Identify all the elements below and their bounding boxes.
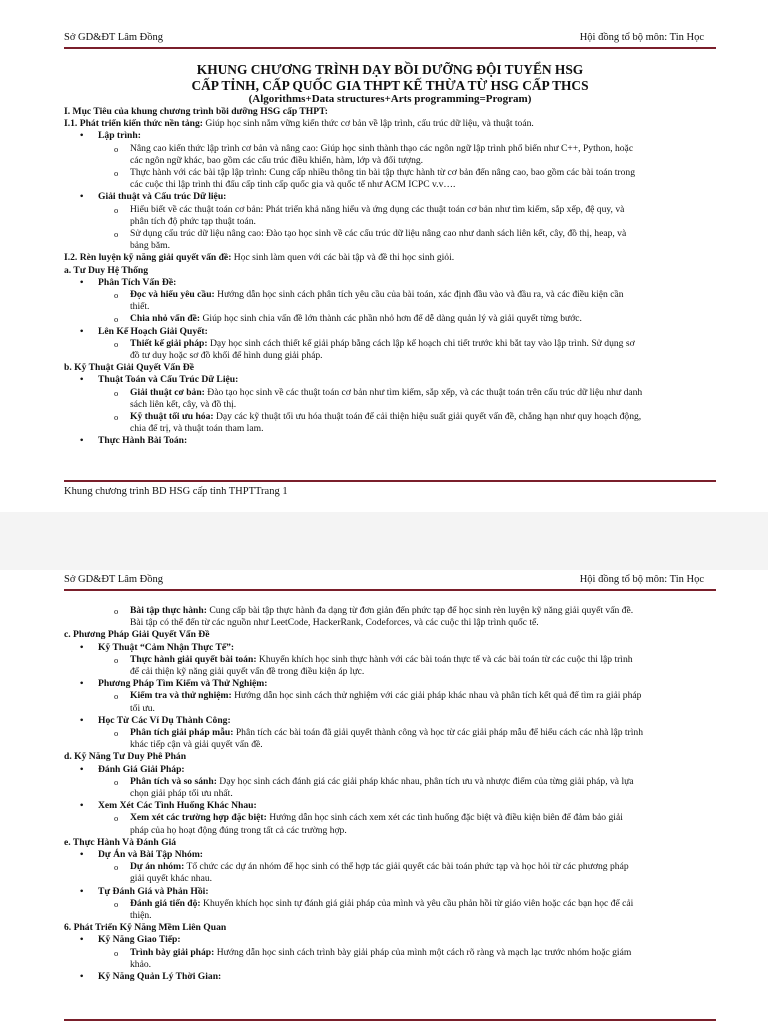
paragraph — [64, 118, 716, 130]
item-lead: Phân tích và so sánh: — [130, 775, 217, 787]
document-page-2 — [0, 570, 768, 1024]
document-title-line-1: KHUNG CHƯƠNG TRÌNH DẠY BỒI DƯỠNG ĐỘI TUYỂN HSG — [196, 62, 584, 77]
page-header — [64, 574, 704, 590]
sub-bullet-item — [64, 654, 716, 666]
item-text: Khuyến khích học sinh tự đánh giá giải pháp của mình và yêu cầu phản hồi từ giáo viên hoặc các bạn học để cải — [200, 897, 634, 909]
item-lead: Giải thuật cơ bản: — [130, 386, 205, 398]
item-text: Đào tạo học sinh về các thuật toán cơ bản như tìm kiếm, sắp xếp, và các thuật toán trên cấu trúc dữ liệu như danh — [204, 386, 643, 398]
sub-bullet-item: o Hiểu biết về các thuật toán cơ bản: Phát triển khả năng hiểu và ứng dụng các thuật toán cơ bản như tìm kiếm, sắp xếp, đệ quy, và — [64, 204, 716, 216]
bullet-item: • Giải thuật và Cấu trúc Dữ liệu: — [64, 191, 716, 203]
sub-bullet-item — [64, 289, 716, 301]
item-text: Dạy học sinh cách thiết kế giải pháp bằng cách lập kế hoạch chi tiết trước khi bắt tay vào lập trình. Sử dụng sơ — [207, 337, 635, 349]
document-subtitle: (Algorithms+Data structures+Arts programming=Program) — [248, 93, 532, 105]
bullet-item: • Kỹ Năng Quản Lý Thời Gian: — [64, 971, 716, 983]
header-rule — [64, 47, 716, 49]
subsection-heading: e. Thực Hành Và Đánh Giá — [64, 836, 177, 848]
item-lead: Thiết kế giải pháp: — [130, 337, 208, 349]
item-lead: Trình bày giải pháp: — [130, 946, 215, 958]
item-lead: Bài tập thực hành: — [130, 605, 207, 616]
sub-bullet-item: o Thực hành với các bài tập lập trình: Cung cấp nhiều thông tin bài tập thực hành từ cơ bản đến nâng cao, bao gồm các bài toán trong — [64, 167, 716, 179]
paragraph — [64, 252, 716, 264]
sub-bullet-continuation: đồ tư duy hoặc sơ đồ khối để hình dung giải pháp. — [130, 350, 323, 362]
sub-bullet-item: o Nâng cao kiến thức lập trình cơ bản và nâng cao: Giúp học sinh thành thạo các ngôn ngữ lập trình phổ biến như C++, Python, hoặc — [64, 143, 716, 155]
header-left-text: Sở GD&ĐT Lâm Đồng — [64, 32, 163, 43]
item-lead: Chia nhỏ vấn đề: — [130, 313, 201, 325]
sub-bullet-item — [64, 605, 716, 617]
bullet-item: • Đánh Giá Giải Pháp: — [64, 764, 716, 776]
bullet-item: • Lập trình: — [64, 130, 716, 142]
sub-bullet-item — [64, 387, 716, 399]
bullet-item: • Phân Tích Vấn Đề: — [64, 277, 716, 289]
sub-bullet-continuation: pháp của họ hoạt động đúng trong tất cả các trường hợp. — [130, 824, 347, 836]
section-heading: 6. Phát Triển Kỹ Năng Mềm Liên Quan — [64, 922, 227, 934]
subsection-heading: c. Phương Pháp Giải Quyết Vấn Đề — [64, 629, 210, 641]
sub-bullet-continuation: chọn giải pháp tối ưu nhất. — [130, 788, 233, 800]
item-text: Giúp học sinh chia vấn đề lớn thành các phần nhỏ hơn để dễ dàng quản lý và giải quyết từng bước. — [200, 313, 582, 325]
sub-bullet-item — [64, 411, 716, 423]
sub-bullet-continuation: sách liên kết, cây, và đồ thị. — [130, 398, 237, 410]
footer-rule — [64, 480, 716, 482]
item-text: Phân tích các bài toán đã giải quyết thành công và học từ các giải pháp mẫu để hiểu cách các nhà lập trình — [233, 727, 644, 739]
sub-bullet-item — [64, 812, 716, 824]
bullet-item: • Thuật Toán và Cấu Trúc Dữ Liệu: — [64, 374, 716, 386]
subsection-heading: a. Tư Duy Hệ Thống — [64, 264, 149, 276]
item-text: Tổ chức các dự án nhóm để học sinh có thể hợp tác giải quyết các bài toán phức tạp và học hỏi từ các phương pháp — [184, 861, 629, 873]
sub-bullet-continuation: để cải thiện kỹ năng giải quyết vấn đề trong điều kiện áp lực. — [130, 666, 365, 678]
sub-bullet-continuation: thiết. — [130, 301, 150, 313]
sub-bullet-item — [64, 861, 716, 873]
sub-bullet-continuation: các cuộc thi lập trình thi đấu cấp tỉnh cấp quốc gia và quốc tế như ACM ICPC v.v…. — [130, 179, 456, 191]
item-lead: Xem xét các trường hợp đặc biệt: — [130, 812, 267, 824]
subsection-heading: d. Kỹ Năng Tư Duy Phê Phán — [64, 751, 187, 763]
sub-bullet-continuation: thiện. — [130, 910, 152, 922]
sub-bullet-continuation: bảng băm. — [130, 240, 170, 252]
sub-bullet-continuation: các ngôn ngữ khác, bao gồm các cấu trúc điều khiển, hàm, lớp và đối tượng. — [130, 154, 424, 166]
item-text: Hướng dẫn học sinh cách phân tích yêu cầu của bài toán, xác định đầu vào và đầu ra, và các điều kiện cần — [214, 289, 624, 301]
item-lead: Kỹ thuật tối ưu hóa: — [130, 411, 214, 423]
sub-bullet-item — [64, 727, 716, 739]
header-rule — [64, 589, 716, 591]
item-lead: Đọc và hiểu yêu cầu: — [130, 289, 215, 301]
sub-bullet-continuation: phân tích độ phức tạp thuật toán. — [130, 215, 256, 227]
sub-bullet-continuation: chia để trị, và thuật toán tham lam. — [130, 423, 264, 435]
item-text: Hướng dẫn học sinh cách trình bày giải pháp của mình một cách rõ ràng và mạch lạc trước nhóm hoặc giám — [214, 946, 632, 958]
header-right-text: Hội đồng tổ bộ môn: Tin Học — [579, 574, 704, 585]
page-content — [64, 605, 716, 983]
item-text: Cung cấp bài tập thực hành đa dạng từ đơn giản đến phức tạp để học sinh rèn luyện kỹ năng giải quyết vấn đề. — [206, 605, 634, 616]
page-content — [64, 62, 716, 448]
sub-bullet-item — [64, 898, 716, 910]
sub-bullet-item: o Sử dụng cấu trúc dữ liệu nâng cao: Đào tạo học sinh về các cấu trúc dữ liệu nâng cao như danh sách liên kết, cây, đồ thị, heap, và — [64, 228, 716, 240]
item-lead: Dự án nhóm: — [130, 861, 185, 873]
bullet-item: • Học Từ Các Ví Dụ Thành Công: — [64, 715, 716, 727]
paragraph-lead: I.1. Phát triển kiến thức nền tảng: — [64, 118, 204, 130]
footer-rule — [64, 1019, 716, 1021]
item-text: Khuyến khích học sinh thực hành với các bài toán thực tế và các bài toán từ các cuộc thi lập trình — [256, 653, 633, 665]
bullet-item: • Phương Pháp Tìm Kiếm và Thử Nghiệm: — [64, 678, 716, 690]
bullet-item: • Kỹ Thuật “Cảm Nhận Thực Tế”: — [64, 642, 716, 654]
page-separator — [0, 512, 768, 570]
bullet-item: • Xem Xét Các Tình Huống Khác Nhau: — [64, 800, 716, 812]
item-text: Hướng dẫn học sinh cách thử nghiệm với các giải pháp khác nhau và phân tích kết quả để tìm ra giải pháp — [231, 690, 642, 702]
sub-bullet-item — [64, 338, 716, 350]
sub-bullet-item — [64, 690, 716, 702]
sub-bullet-item — [64, 313, 716, 325]
sub-bullet-continuation: Bài tập có thể đến từ các nguồn như LeetCode, HackerRank, Codeforces, và các cuộc thi lập trình quốc tế. — [130, 617, 539, 629]
page-footer: Khung chương trình BD HSG cấp tỉnh THPTTrang 1 — [64, 486, 288, 497]
item-text: Dạy học sinh cách đánh giá các giải pháp khác nhau, phân tích ưu và nhược điểm của từng giải pháp, và lựa — [216, 775, 634, 787]
section-heading: I. Mục Tiêu của khung chương trình bồi dưỡng HSG cấp THPT: — [64, 106, 329, 117]
item-lead: Đánh giá tiến độ: — [130, 897, 201, 909]
bullet-item: • Lên Kế Hoạch Giải Quyết: — [64, 326, 716, 338]
item-text: Hướng dẫn học sinh cách xem xét các tình huống đặc biệt và điều kiện biên để đảm bảo giải — [266, 812, 623, 824]
item-lead: Kiểm tra và thử nghiệm: — [130, 690, 232, 702]
paragraph-lead: I.2. Rèn luyện kỹ năng giải quyết vấn đề: — [64, 252, 232, 264]
bullet-item: • Dự Án và Bài Tập Nhóm: — [64, 849, 716, 861]
header-right-text: Hội đồng tổ bộ môn: Tin Học — [579, 32, 704, 43]
item-text: Dạy các kỹ thuật tối ưu hóa thuật toán để cải thiện hiệu suất giải quyết vấn đề, chẳng hạn như quy hoạch động, — [213, 411, 642, 423]
item-lead: Thực hành giải quyết bài toán: — [130, 653, 257, 665]
sub-bullet-item — [64, 947, 716, 959]
paragraph-text: Giúp học sinh nắm vững kiến thức cơ bản về lập trình, cấu trúc dữ liệu, và thuật toán. — [203, 118, 534, 130]
page-header — [64, 32, 704, 48]
item-lead: Phân tích giải pháp mẫu: — [130, 727, 234, 739]
bullet-item: • Tự Đánh Giá và Phản Hồi: — [64, 886, 716, 898]
sub-bullet-continuation: tối ưu. — [130, 702, 155, 714]
sub-bullet-continuation: khảo. — [130, 958, 152, 970]
paragraph-text: Học sinh làm quen với các bài tập và đề thi học sinh giỏi. — [231, 252, 455, 264]
header-left-text: Sở GD&ĐT Lâm Đồng — [64, 574, 163, 585]
sub-bullet-continuation: khác tiếp cận và giải quyết vấn đề. — [130, 739, 263, 751]
bullet-item: • Kỹ Năng Giao Tiếp: — [64, 934, 716, 946]
document-title-line-2: CẤP TỈNH, CẤP QUỐC GIA THPT KẾ THỪA TỪ HSG CẤP THCS — [191, 77, 589, 93]
sub-bullet-item — [64, 776, 716, 788]
bullet-item: • Thực Hành Bài Toán: — [64, 435, 716, 447]
sub-bullet-continuation: giải quyết khác nhau. — [130, 873, 213, 885]
subsection-heading: b. Kỹ Thuật Giải Quyết Vấn Đề — [64, 362, 194, 374]
